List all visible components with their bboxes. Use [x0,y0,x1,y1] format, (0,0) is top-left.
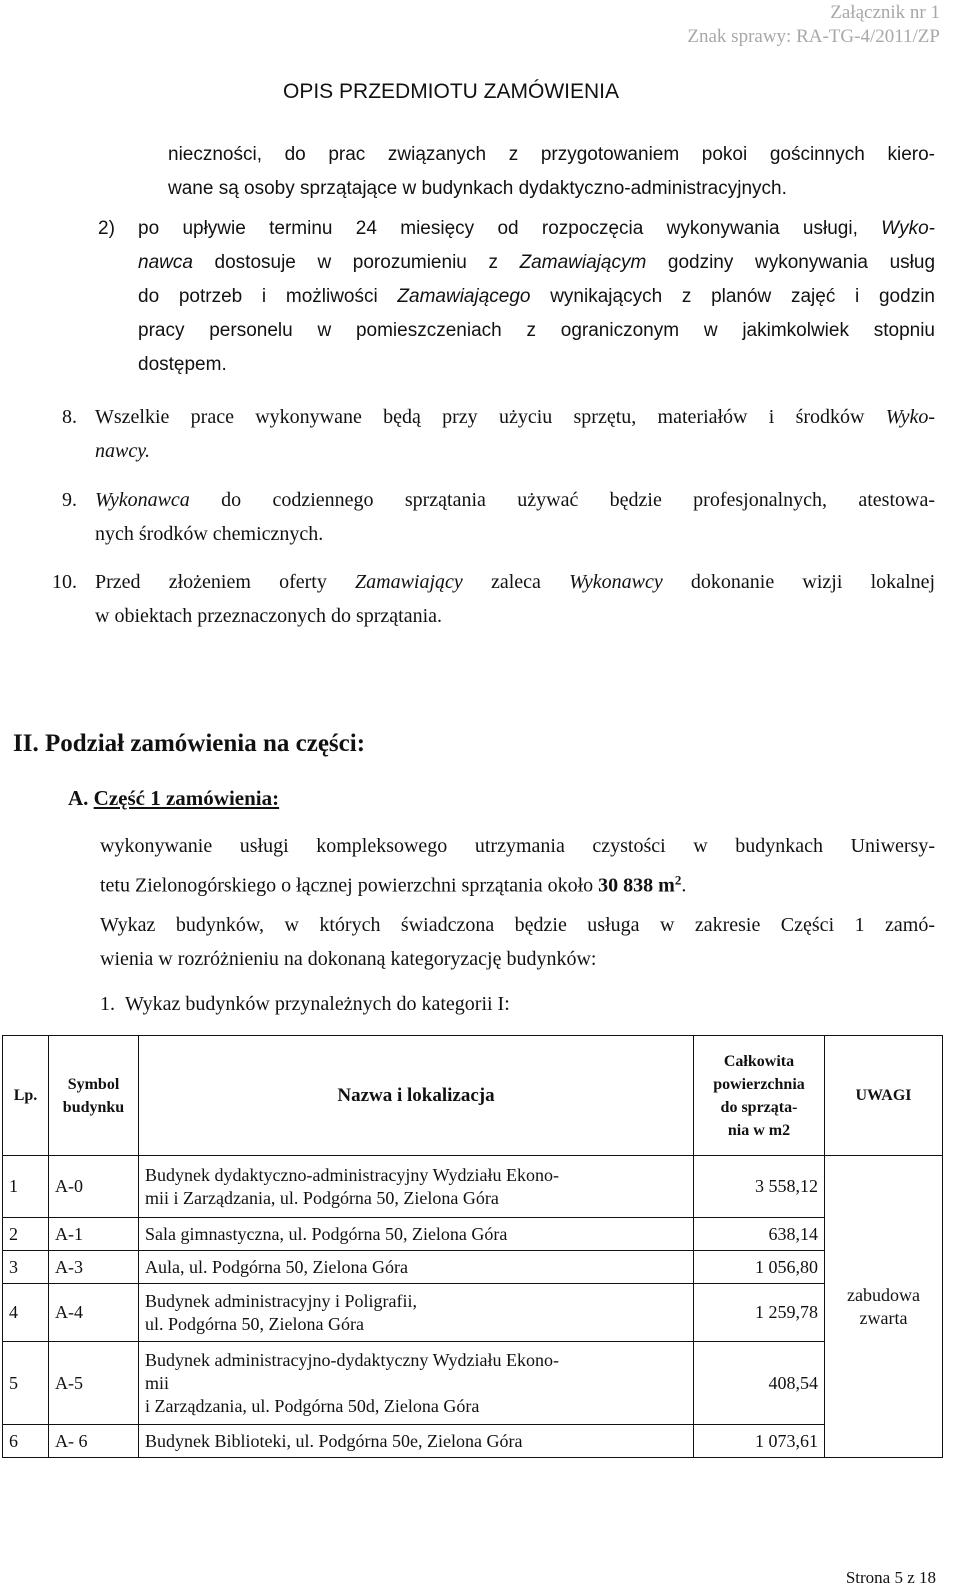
page-number: Strona 5 z 18 [845,1568,936,1587]
annex-label: Załącznik nr 1 [830,2,940,23]
item-10-number: 10. [52,571,77,593]
item-9-number: 9. [62,489,77,511]
table-row [3,1218,943,1251]
list-item-category-1: 1. Wykaz budynków przynależnych do kategorii I: [100,993,510,1015]
table-row [3,1342,943,1425]
cell-symbol: A-3 [49,1251,139,1284]
col-header-lp: Lp. [3,1036,49,1156]
cell-lp: 6 [3,1425,49,1458]
buildings-table [2,1035,943,1458]
cell-lp: 4 [3,1284,49,1342]
cell-lp: 1 [3,1156,49,1218]
item-8-number: 8. [62,406,77,428]
col-header-name: Nazwa i lokalizacja [139,1036,694,1156]
buildings-intro: Wykaz budynków, w których świadczona będzie usługa w zakresie Części 1 zamó- wienia w rozróżnieniu na dokonaną kategoryzację budynków: [100,914,935,970]
cell-symbol: A-5 [49,1342,139,1425]
case-number: Znak sprawy: RA-TG-4/2011/ZP [687,26,940,47]
item-9-paragraph: Wykonawca do codziennego sprzątania używać będzie profesjonalnych, atestowa- nych środków chemicznych. [95,489,935,545]
table-header-row [3,1036,943,1156]
cell-name: Aula, ul. Podgórna 50, Zielona Góra [139,1251,694,1284]
cell-name: Sala gimnastyczna, ul. Podgórna 50, Zielona Góra [139,1218,694,1251]
col-header-notes: UWAGI [825,1036,943,1156]
cell-notes: zabudowa zwarta [825,1156,943,1458]
cell-symbol: A- 6 [49,1425,139,1458]
item-2-number: 2) [98,218,115,239]
part-heading: A. Część 1 zamówienia: [68,786,280,810]
table-row [3,1425,943,1458]
cell-symbol: A-0 [49,1156,139,1218]
table-row [3,1156,943,1218]
cell-area: 3 558,12 [694,1156,825,1218]
table-row [3,1284,943,1342]
item-2-paragraph: po upływie terminu 24 miesięcy od rozpoczęcia wykonywania usługi, Wyko- nawca dostosuje w porozumieniu z Zamawiającym godziny wykonywania usług do potrzeb i możliwości Zamawiającego wynikających z planów zajęć i godzin pracy personelu w pomieszczeniach z ograniczonym w jakimkolwiek stopniu dostępem. [138,218,936,375]
cell-symbol: A-4 [49,1284,139,1342]
cell-name: Budynek administracyjny i Poligrafii, ul. Podgórna 50, Zielona Góra [139,1284,694,1342]
item-10-paragraph: Przed złożeniem oferty Zamawiający zaleca Wykonawcy dokonanie wizji lokalnej w obiektach przeznaczonych do sprzątania. [95,571,935,627]
item-8-paragraph: Wszelkie prace wykonywane będą przy użyciu sprzętu, materiałów i środków Wyko- nawcy. [95,406,935,462]
continuation-paragraph: nieczności, do prac związanych z przygotowaniem pokoi gościnnych kiero- wane są osoby sprzątające w budynkach dydaktyczno-administracyjnych. [168,144,935,199]
cell-area: 1 259,78 [694,1284,825,1342]
cell-symbol: A-1 [49,1218,139,1251]
cell-name: Budynek Biblioteki, ul. Podgórna 50e, Zielona Góra [139,1425,694,1458]
document-title: OPIS PRZEDMIOTU ZAMÓWIENIA [283,80,620,103]
cell-name: Budynek dydaktyczno-administracyjny Wydziału Ekono- mii i Zarządzania, ul. Podgórna 50, Zielona Góra [139,1156,694,1218]
cell-name: Budynek administracyjno-dydaktyczny Wydziału Ekono- mii i Zarządzania, ul. Podgórna 50d, Zielona Góra [139,1342,694,1425]
col-header-symbol: Symbol budynku [49,1036,139,1156]
part-description: wykonywanie usługi kompleksowego utrzymania czystości w budynkach Uniwersy- tetu Zielonogórskiego o łącznej powierzchni sprzątania około 30 838 $m^2$. [100,835,935,897]
cell-area: 638,14 [694,1218,825,1251]
cell-area: 1 056,80 [694,1251,825,1284]
section-heading: II. Podział zamówienia na części: [13,730,366,757]
cell-lp: 5 [3,1342,49,1425]
cell-lp: 2 [3,1218,49,1251]
cell-lp: 3 [3,1251,49,1284]
cell-area: 1 073,61 [694,1425,825,1458]
col-header-area: Całkowita powierzchnia do sprząta- nia w m2 [694,1036,825,1156]
cell-area: 408,54 [694,1342,825,1425]
table-row [3,1251,943,1284]
